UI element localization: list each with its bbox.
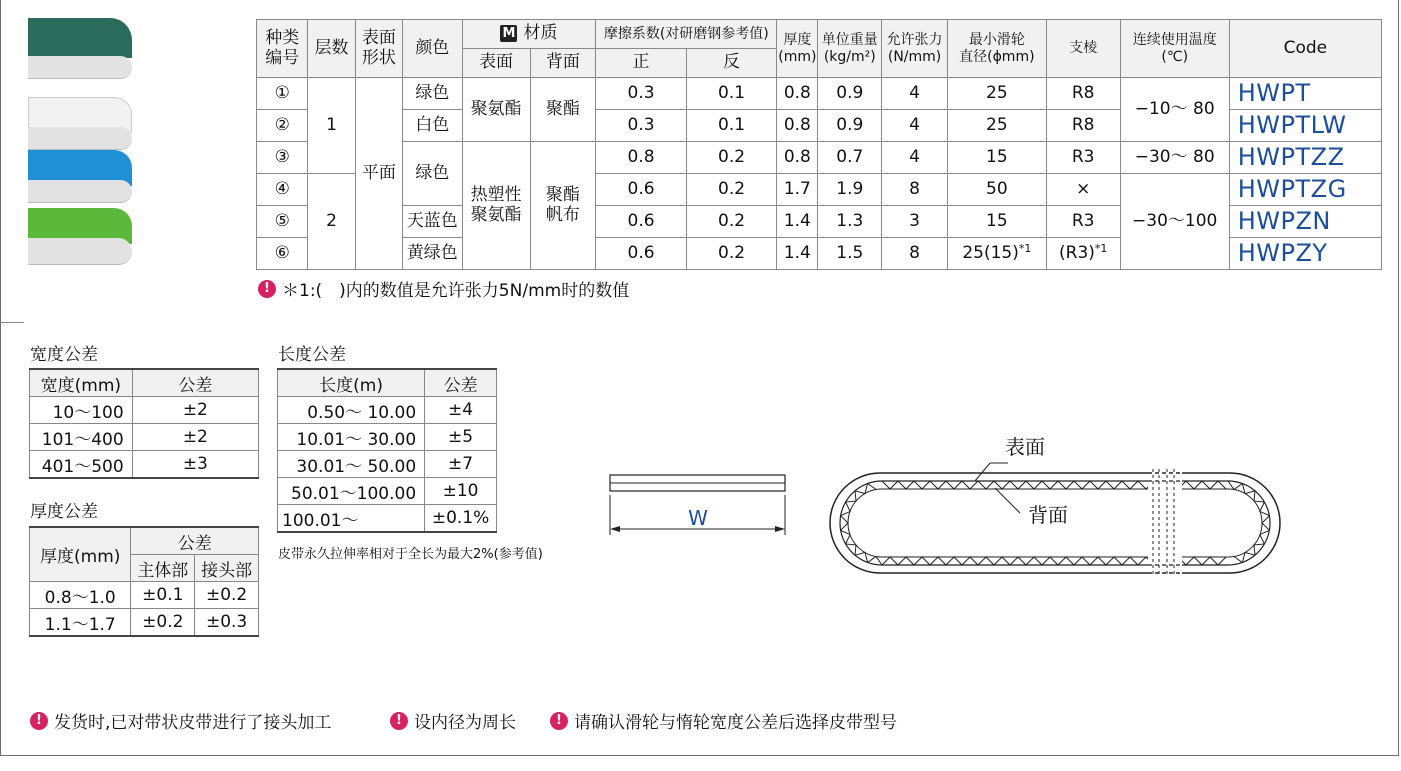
width-cell: 401〜500	[30, 451, 133, 479]
friction-front-cell: 0.3	[596, 78, 686, 110]
weight-cell: 0.9	[818, 110, 882, 142]
tol-cell: ±2	[132, 397, 258, 424]
thickness-cell: 1.4	[777, 238, 818, 270]
length-tol-footnote: 皮带永久拉伸率相对于全长为最大2%(参考值)	[278, 547, 543, 562]
thick-tol-table	[29, 526, 259, 637]
friction-back-cell: 0.2	[686, 142, 776, 174]
bottom-note-2	[390, 708, 516, 733]
table-row	[257, 78, 1382, 110]
weight-cell: 1.3	[818, 206, 882, 238]
joint-tol-cell: ±0.3	[195, 609, 259, 637]
tol-cell: ±2	[132, 424, 258, 451]
width-cell: 101〜400	[30, 424, 133, 451]
width-tol-title: 宽度公差	[30, 345, 98, 365]
header-type-no-text: 种类 编号	[265, 27, 300, 68]
code-cell[interactable]: HWPZN	[1229, 206, 1381, 238]
header-color: 颜色	[403, 20, 463, 78]
color-cell: 黄绿色	[403, 238, 463, 270]
header-unit-weight	[818, 20, 882, 78]
header-tension-unit: (N/mm)	[887, 48, 942, 65]
header-min-pulley-text: 最小滑轮	[968, 32, 1025, 49]
cleat-footnote-mark: *1	[1094, 242, 1108, 256]
pulley-cell: 15	[947, 206, 1046, 238]
pulley-value: 25(15)	[962, 243, 1019, 264]
header-thickness	[777, 20, 818, 78]
header-unit-weight-text: 单位重量	[821, 32, 878, 49]
bottom-note-2-text: 设内径为周长	[414, 713, 516, 733]
table-row	[278, 505, 497, 533]
material-m-icon: M	[500, 25, 517, 42]
tol-cell: ±10	[425, 478, 497, 505]
header-cleat: 支棱	[1046, 20, 1120, 78]
joint-tol-cell: ±0.2	[195, 582, 259, 609]
tension-cell: 4	[882, 142, 948, 174]
header-material-text: 材质	[523, 23, 558, 44]
width-tol-header-tol: 公差	[132, 369, 258, 397]
tension-cell: 4	[882, 78, 948, 110]
table-row	[257, 142, 1382, 174]
table-row	[278, 397, 497, 424]
header-friction-back: 反	[686, 49, 776, 78]
back-label: 背面	[1028, 503, 1068, 527]
bottom-note-1	[30, 708, 331, 733]
length-tol-header-tol: 公差	[425, 369, 497, 397]
header-friction-front: 正	[596, 49, 686, 78]
weight-cell: 0.9	[818, 78, 882, 110]
belt-diagram	[600, 425, 1320, 585]
friction-front-cell: 0.6	[596, 174, 686, 206]
length-cell: 10.01〜 30.00	[278, 424, 425, 451]
header-tension-text: 允许张力	[886, 32, 943, 49]
friction-front-cell: 0.8	[596, 142, 686, 174]
row-no: ④	[257, 174, 308, 206]
weight-cell: 0.7	[818, 142, 882, 174]
pulley-cell: 50	[947, 174, 1046, 206]
tol-cell: ±3	[132, 451, 258, 479]
thk-cell: 0.8〜1.0	[30, 582, 131, 609]
code-cell[interactable]: HWPTZG	[1229, 174, 1381, 206]
friction-front-cell: 0.6	[596, 238, 686, 270]
length-tol-header-length: 长度(m)	[278, 369, 425, 397]
bottom-note-3	[550, 708, 897, 733]
bottom-note-1-text: 发货时,已对带状皮带进行了接头加工	[54, 713, 332, 733]
shape-cell: 平面	[355, 78, 402, 270]
width-label: W	[688, 506, 708, 530]
swatch-green	[28, 18, 132, 70]
pulley-footnote-mark: *1	[1018, 242, 1032, 256]
table-row	[278, 478, 497, 505]
warning-icon: !	[30, 712, 48, 730]
row-no: ③	[257, 142, 308, 174]
pulley-cell: 15	[947, 142, 1046, 174]
tension-cell: 3	[882, 206, 948, 238]
table-row	[30, 451, 259, 479]
tol-cell: ±5	[425, 424, 497, 451]
layers-cell: 2	[308, 174, 355, 270]
cleat-cell: R3	[1046, 142, 1120, 174]
cleat-cell	[1046, 238, 1120, 270]
row-no: ①	[257, 78, 308, 110]
warning-icon: !	[550, 712, 568, 730]
swatch-sky-blue	[28, 150, 132, 202]
swatch-white	[28, 97, 132, 149]
cleat-cell: ×	[1046, 174, 1120, 206]
cleat-cell: R3	[1046, 206, 1120, 238]
code-cell[interactable]: HWPTLW	[1229, 110, 1381, 142]
header-surface-shape	[355, 20, 402, 78]
tol-cell: ±4	[425, 397, 497, 424]
material-back-cell: 聚酯	[530, 78, 596, 142]
length-tol-title: 长度公差	[278, 345, 346, 365]
friction-back-cell: 0.2	[686, 206, 776, 238]
material-front-cell: 聚氨酯	[462, 78, 530, 142]
thickness-cell: 0.8	[777, 110, 818, 142]
code-cell[interactable]: HWPTZZ	[1229, 142, 1381, 174]
weight-cell: 1.9	[818, 174, 882, 206]
friction-front-cell: 0.6	[596, 206, 686, 238]
thick-tol-header-body: 主体部	[131, 555, 195, 582]
header-min-pulley	[947, 20, 1046, 78]
friction-back-cell: 0.1	[686, 78, 776, 110]
color-cell: 绿色	[403, 142, 463, 206]
color-cell: 绿色	[403, 78, 463, 110]
code-cell[interactable]: HWPT	[1229, 78, 1381, 110]
thick-tol-title: 厚度公差	[30, 502, 98, 522]
temp-cell: −30〜100	[1120, 174, 1229, 270]
material-front-text: 热塑性 聚氨酯	[470, 184, 522, 225]
header-temp-text: 连续使用温度	[1132, 32, 1217, 49]
tension-cell: 4	[882, 110, 948, 142]
pulley-cell	[947, 238, 1046, 270]
header-unit-weight-unit: (kg/m²)	[823, 48, 876, 65]
layers-cell: 1	[308, 78, 355, 174]
weight-cell: 1.5	[818, 238, 882, 270]
header-layers: 层数	[308, 20, 355, 78]
cleat-cell: R8	[1046, 78, 1120, 110]
table-row	[30, 582, 259, 609]
header-temp	[1120, 20, 1229, 78]
header-thickness-text: 厚度	[783, 32, 812, 49]
cleat-cell: R8	[1046, 110, 1120, 142]
length-tol-table	[277, 368, 497, 533]
row-no: ⑤	[257, 206, 308, 238]
friction-front-cell: 0.3	[596, 110, 686, 142]
table-row	[30, 609, 259, 637]
header-code: Code	[1229, 20, 1381, 78]
tension-cell: 8	[882, 174, 948, 206]
surface-label: 表面	[1005, 435, 1045, 459]
tension-cell: 8	[882, 238, 948, 270]
row-no: ⑥	[257, 238, 308, 270]
table-row	[30, 397, 259, 424]
color-cell: 白色	[403, 110, 463, 142]
length-cell: 0.50〜 10.00	[278, 397, 425, 424]
header-material	[462, 20, 596, 49]
belt-spec-table	[256, 19, 1382, 270]
thick-tol-header-tol: 公差	[131, 527, 259, 555]
header-surface-shape-text: 表面 形状	[361, 27, 396, 68]
bottom-note-3-text: 请确认滑轮与惰轮宽度公差后选择皮带型号	[574, 713, 897, 733]
thickness-cell: 0.8	[777, 78, 818, 110]
warning-icon: !	[258, 280, 276, 298]
material-back-cell	[530, 142, 596, 270]
color-cell: 天蓝色	[403, 206, 463, 238]
width-tol-table	[29, 368, 259, 479]
swatch-yellow-green	[28, 208, 132, 260]
header-front: 表面	[462, 49, 530, 78]
warning-icon: !	[390, 712, 408, 730]
material-front-cell	[462, 142, 530, 270]
pulley-cell: 25	[947, 78, 1046, 110]
tol-cell: ±0.1%	[425, 505, 497, 533]
friction-back-cell: 0.2	[686, 174, 776, 206]
length-cell: 30.01〜 50.00	[278, 451, 425, 478]
table-row	[278, 424, 497, 451]
temp-cell: −10〜 80	[1120, 78, 1229, 142]
star-note-text: ＊1:( )内的数值是允许张力5N/mm时的数值	[282, 281, 630, 301]
row-no: ②	[257, 110, 308, 142]
body-tol-cell: ±0.2	[131, 609, 195, 637]
star-note	[258, 276, 629, 301]
header-thickness-unit: (mm)	[778, 48, 817, 65]
table-row	[278, 451, 497, 478]
thickness-cell: 0.8	[777, 142, 818, 174]
header-min-pulley-unit: 直径(ϕmm)	[959, 48, 1035, 65]
width-tol-header-width: 宽度(mm)	[30, 369, 133, 397]
tol-cell: ±7	[425, 451, 497, 478]
code-cell[interactable]: HWPZY	[1229, 238, 1381, 270]
pulley-cell: 25	[947, 110, 1046, 142]
thickness-cell: 1.7	[777, 174, 818, 206]
material-back-text: 聚酯 帆布	[545, 184, 580, 225]
header-type-no	[257, 20, 308, 78]
header-temp-unit: (℃)	[1161, 48, 1189, 65]
temp-cell: −30〜 80	[1120, 142, 1229, 174]
friction-back-cell: 0.2	[686, 238, 776, 270]
thickness-cell: 1.4	[777, 206, 818, 238]
length-cell: 50.01〜100.00	[278, 478, 425, 505]
thick-tol-header-joint: 接头部	[195, 555, 259, 582]
header-tension	[882, 20, 948, 78]
body-tol-cell: ±0.1	[131, 582, 195, 609]
table-row	[30, 424, 259, 451]
friction-back-cell: 0.1	[686, 110, 776, 142]
thick-tol-header-thk: 厚度(mm)	[30, 527, 131, 582]
header-friction: 摩擦系数(对研磨钢参考值)	[596, 20, 777, 49]
cleat-value: (R3)	[1059, 243, 1095, 264]
header-back: 背面	[530, 49, 596, 78]
divider	[0, 322, 24, 323]
width-cell: 10〜100	[30, 397, 133, 424]
length-cell: 100.01〜	[278, 505, 425, 533]
thk-cell: 1.1〜1.7	[30, 609, 131, 637]
